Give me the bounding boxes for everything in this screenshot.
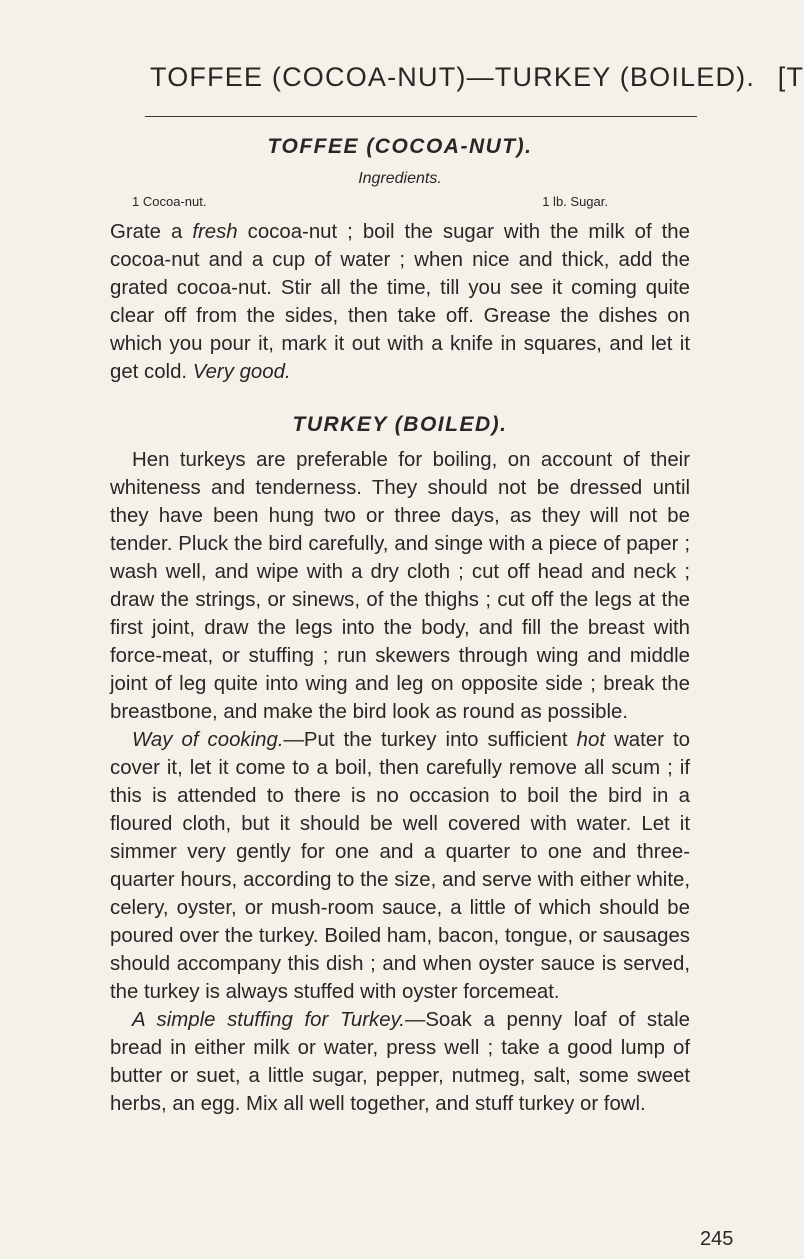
text-run: Grate a <box>110 221 193 243</box>
running-head <box>150 62 804 93</box>
turkey-paragraph-1 <box>110 446 690 726</box>
ingredients-list <box>110 190 690 214</box>
ingredient-item: 1 lb. Sugar. <box>542 194 608 209</box>
turkey-title: TURKEY (BOILED). <box>292 413 508 436</box>
text-run: —Put the turkey into sufficient <box>283 729 577 751</box>
text-run: cocoa-nut ; boil the sugar with the milk of the cocoa-nut and a cup of water ; when nice and thick, add the grated cocoa-nut. Stir all the time, till you see it coming quite clear off from the sides, then take off. Grease the dishes on which you pour it, mark it out with a knife in squares, and let it get cold. <box>110 221 690 383</box>
toffee-title: TOFFEE (COCOA-NUT). <box>267 135 533 158</box>
text-run-italic: Very good. <box>192 361 291 383</box>
text-run-italic: hot <box>576 729 606 751</box>
running-head-bracket: [T <box>777 62 804 92</box>
header-rule <box>145 116 697 117</box>
text-run-italic: Way of cooking. <box>132 729 284 751</box>
ingredients-heading: Ingredients. <box>358 170 442 187</box>
text-run-italic: A simple stuffing for Turkey. <box>132 1009 405 1031</box>
text-run: —Soak a penny loaf of stale bread in either milk or water, press well ; take a good lump of butter or suet, a little sugar, pepper, nutmeg, salt, some sweet herbs, an egg. Mix all well together, and stuff turkey or fowl. <box>110 1009 690 1115</box>
text-run: Hen turkeys are preferable for boiling, on account of their whiteness and tenderness. They should not be dressed until they have been hung two or three days, as they will not be tender. Pluck the bird carefully, and singe with a piece of paper ; wash well, and wipe with a dry cloth ; cut off head and neck ; draw the strings, or sinews, of the thighs ; cut off the legs at the first joint, draw the legs into the body, and fill the breast with force-meat, or stuffing ; run skewers through wing and middle joint of leg quite into wing and leg on opposite side ; break the breastbone, and make the bird look as round as possible. <box>110 449 690 723</box>
page-content <box>110 132 690 1118</box>
ingredient-item: 1 Cocoa-nut. <box>132 194 207 209</box>
text-run: water to cover it, let it come to a boil, then carefully remove all scum ; if this is attended to there is no occasion to boil the bird in a floured cloth, but it should be well covered with water. Let it simmer very gently for one and a quarter to one and three-quarter hours, according to the size, and serve with either white, celery, oyster, or mush-room sauce, a little of which should be poured over the turkey. Boiled ham, bacon, tongue, or sausages should accompany this dish ; and when oyster sauce is served, the turkey is always stuffed with oyster forcemeat. <box>110 729 691 1003</box>
turkey-paragraph-3 <box>110 1006 690 1118</box>
running-title: TOFFEE (COCOA-NUT)—TURKEY (BOILED). <box>150 62 756 92</box>
page-number: 245 <box>700 1228 734 1250</box>
toffee-paragraph <box>110 218 690 386</box>
text-run-italic: fresh <box>192 221 238 243</box>
turkey-paragraph-2 <box>110 726 690 1006</box>
